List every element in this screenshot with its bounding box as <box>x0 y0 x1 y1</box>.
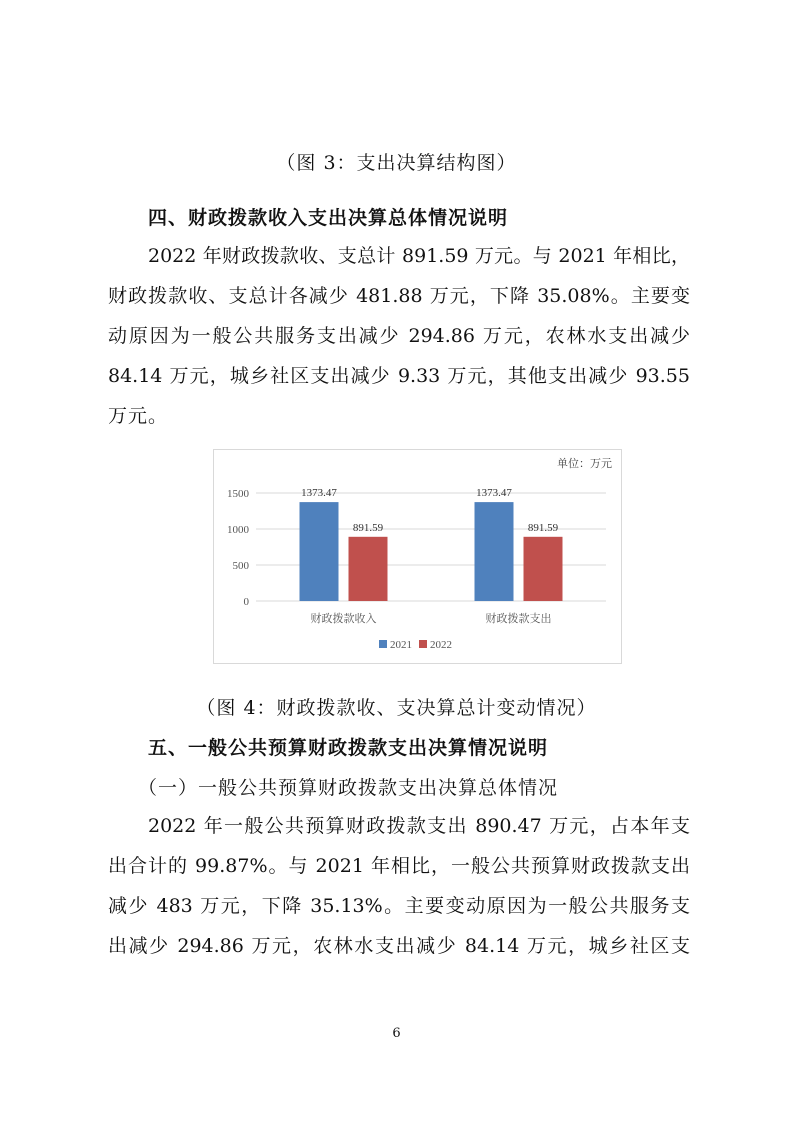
paragraph-line: 84.14 万元，城乡社区支出减少 9.33 万元，其他支出减少 93.55 <box>108 365 690 387</box>
category-label: 财政拨款支出 <box>485 613 552 625</box>
paragraph-line: 2022 年一般公共预算财政拨款支出 890.47 万元，占本年支 <box>148 815 690 837</box>
data-label: 1373.47 <box>301 487 337 500</box>
y-tick-label: 1500 <box>227 488 249 500</box>
bar-chart <box>213 449 622 664</box>
bar-2021 <box>300 502 339 601</box>
figure-3-caption: （图 3：支出决算结构图） <box>276 152 517 174</box>
legend-swatch-2022 <box>419 640 427 648</box>
paragraph-line: 财政拨款收、支总计各减少 481.88 万元，下降 35.08%。主要变 <box>108 285 690 307</box>
paragraph-line: 2022 年财政拨款收、支总计 891.59 万元。与 2021 年相比， <box>148 245 690 267</box>
bar-2021 <box>475 502 514 601</box>
y-tick-label: 500 <box>232 560 249 572</box>
paragraph-line: 动原因为一般公共服务支出减少 294.86 万元，农林水支出减少 <box>108 325 690 347</box>
paragraph-line: 出减少 294.86 万元，农林水支出减少 84.14 万元，城乡社区支 <box>108 935 690 957</box>
bar-2022 <box>349 537 388 601</box>
paragraph-line: 减少 483 万元，下降 35.13%。主要变动原因为一般公共服务支 <box>108 895 690 917</box>
legend-label: 2021 <box>390 639 412 651</box>
category-label: 财政拨款收入 <box>310 613 377 625</box>
paragraph-line: 万元。 <box>108 405 169 427</box>
bar-2022 <box>524 537 563 601</box>
y-tick-label: 1000 <box>227 524 249 536</box>
subsection-1-heading: （一）一般公共预算财政拨款支出决算总体情况 <box>138 777 559 799</box>
page-number: 6 <box>392 1026 401 1041</box>
chart-svg <box>214 450 621 663</box>
data-label: 1373.47 <box>476 487 512 500</box>
data-label: 891.59 <box>352 521 384 534</box>
section-4-heading: 四、财政拨款收入支出决算总体情况说明 <box>148 207 509 229</box>
y-tick-label: 0 <box>243 596 249 608</box>
paragraph-line: 出合计的 99.87%。与 2021 年相比，一般公共预算财政拨款支出 <box>108 855 690 877</box>
legend-swatch-2021 <box>379 640 387 648</box>
section-5-heading: 五、一般公共预算财政拨款支出决算情况说明 <box>148 737 549 759</box>
data-label: 891.59 <box>527 521 559 534</box>
unit-label: 单位：万元 <box>557 458 612 470</box>
legend-label: 2022 <box>430 639 452 651</box>
figure-4-caption: （图 4：财政拨款收、支决算总计变动情况） <box>196 697 597 719</box>
